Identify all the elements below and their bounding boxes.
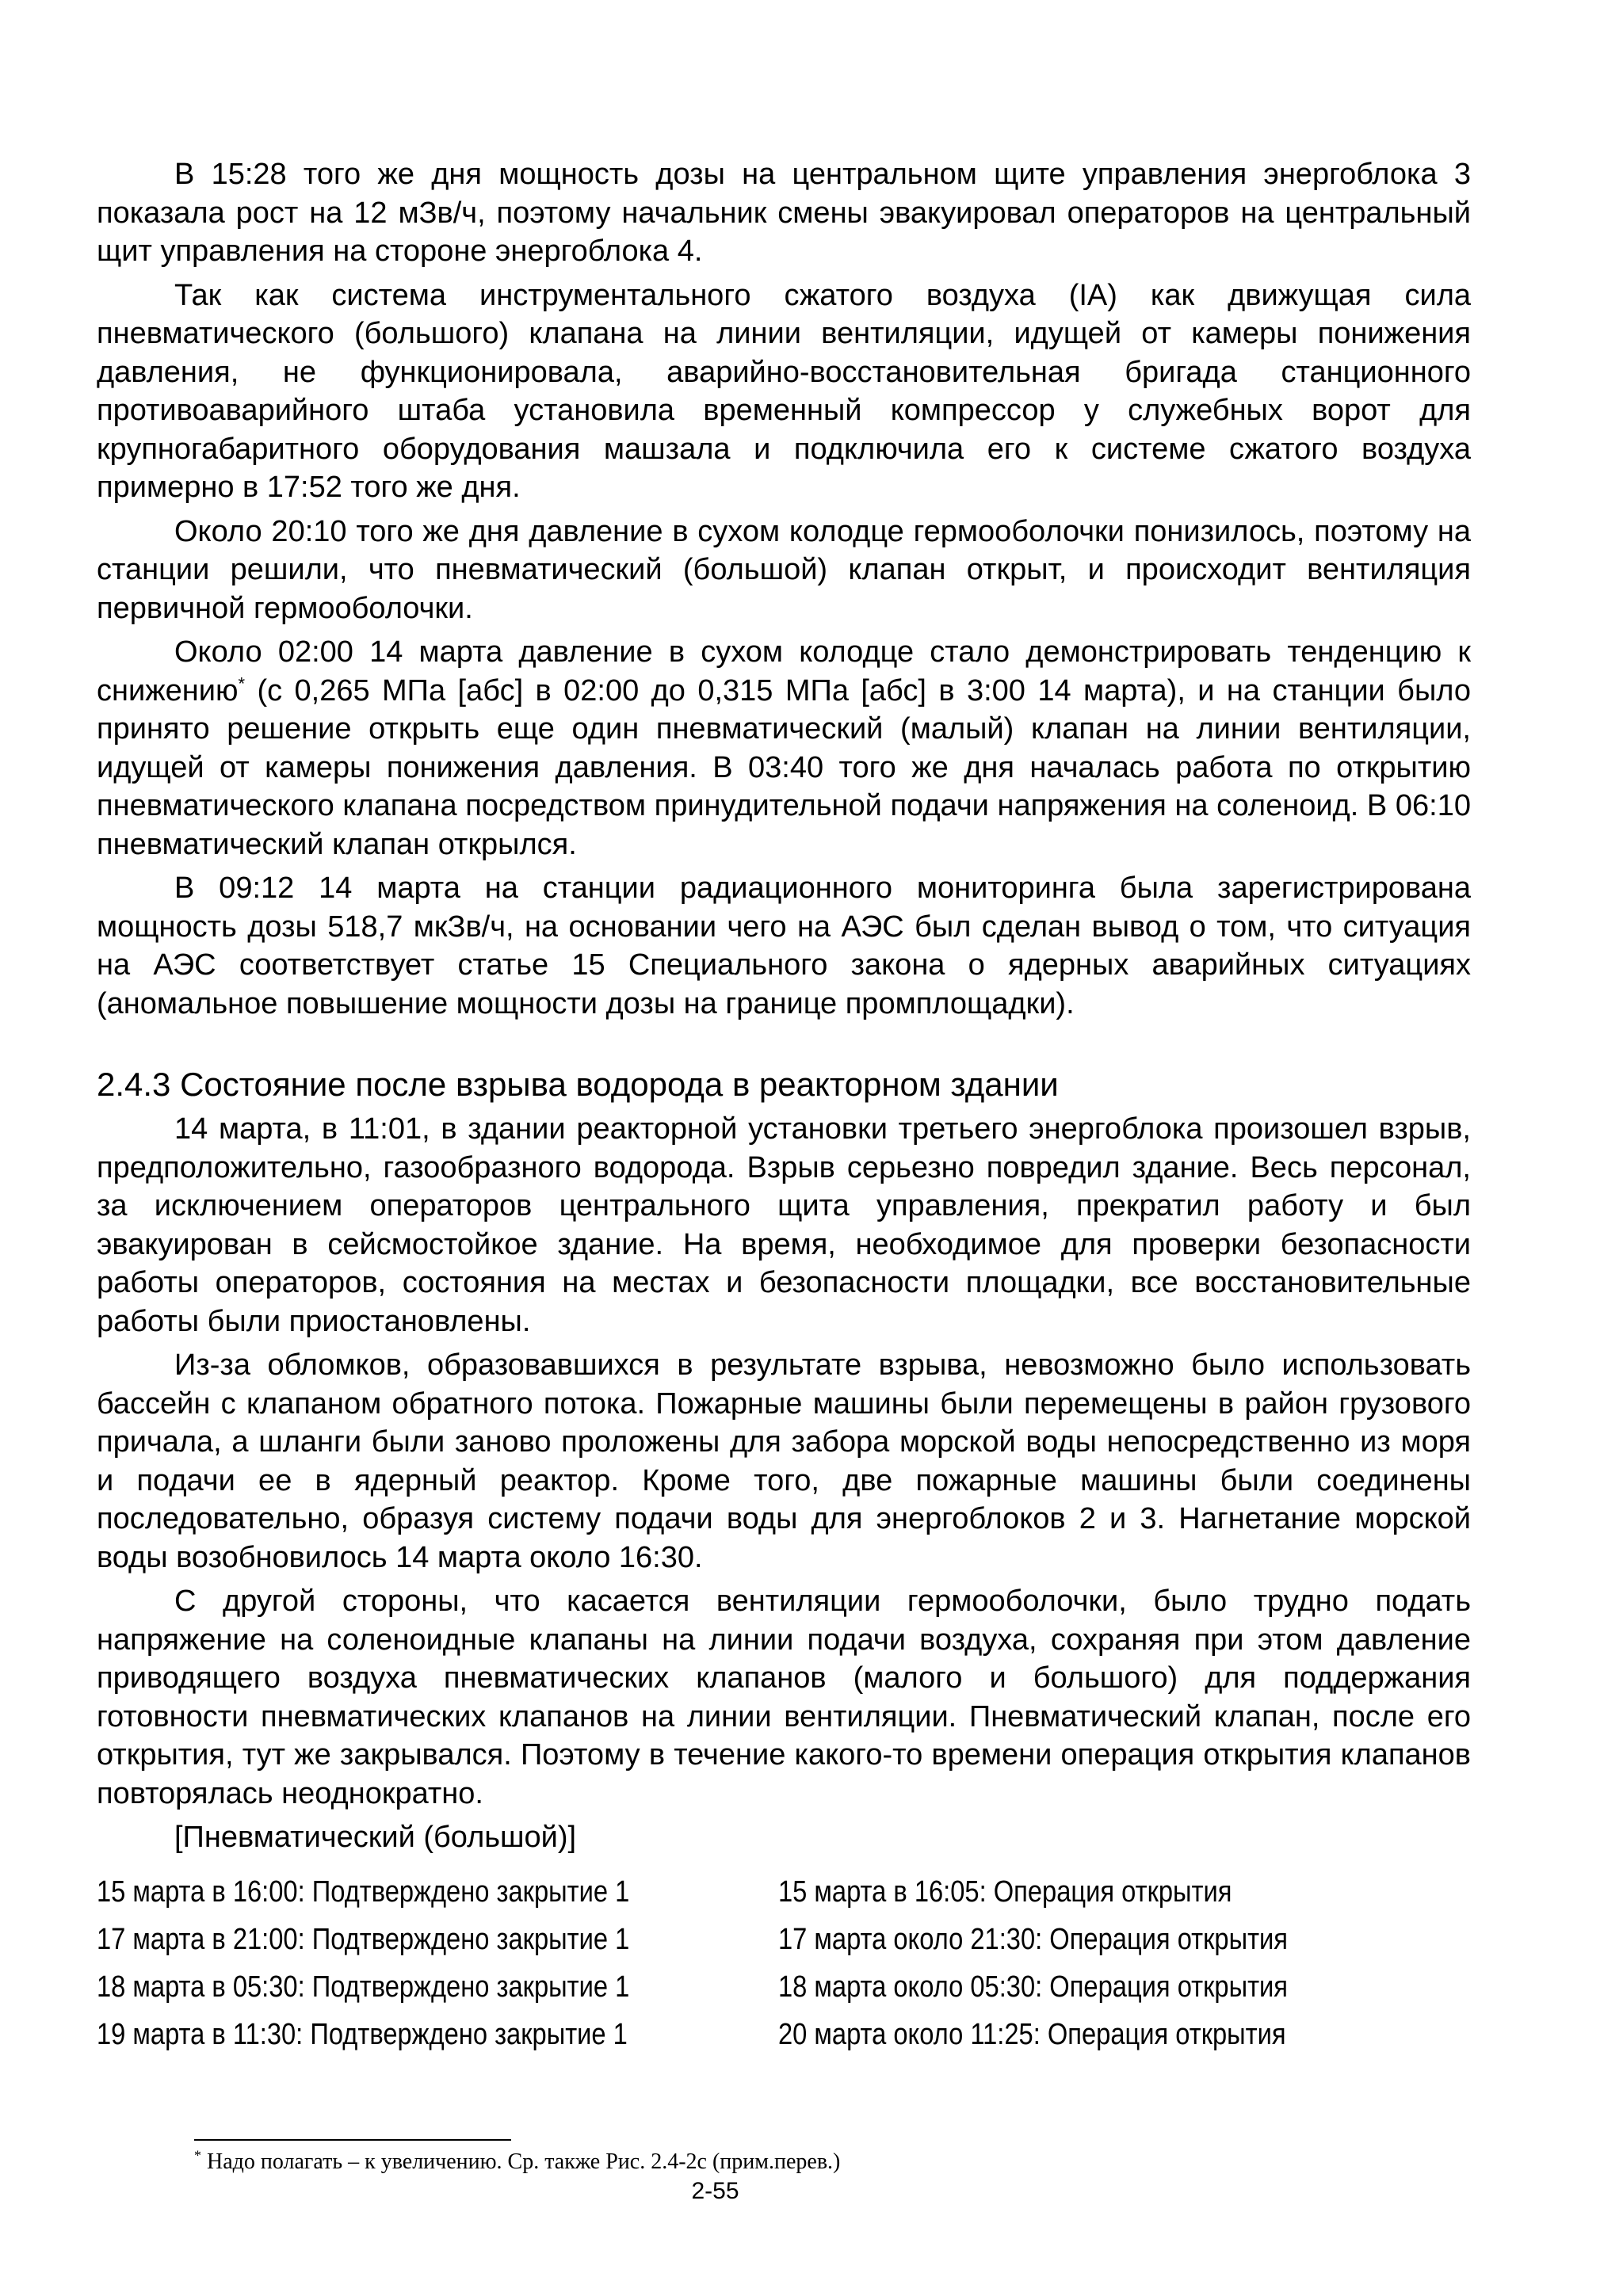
footnote (194, 2149, 840, 2176)
footnote-reference-marker: * (238, 673, 246, 693)
log-closure-entry: 17 марта в 21:00: Подтверждено закрытие 1 (97, 1922, 630, 1956)
document-body (97, 155, 1471, 2058)
valve-operation-log (97, 1868, 1471, 2058)
paragraph-compressor: Так как система инструментального сжатого воздуха (IA) как движущая сила пневматического (большого) клапана на линии вентиляции, идущей от камеры понижения давления, не функционировала, аварийно-восстановительная бригада станционного противоаварийного штаба установила временный компрессор у служебных ворот для крупногабаритного оборудования машзала и подключила его к системе сжатого воздуха примерно в 17:52 того же дня. (97, 278, 1471, 504)
log-closure-entry: 19 марта в 11:30: Подтверждено закрытие 1 (97, 2017, 628, 2051)
page-number: 2-55 (691, 2178, 739, 2204)
paragraph-explosion: 14 марта, в 11:01, в здании реакторной установки третьего энергоблока произошел взрыв, предположительно, газообразного водорода. Взрыв серьезно повредил здание. Весь персонал, за исключением операторов центрального щита управления, прекратил работу и был эвакуирован в сейсмостойкое здание. На время, необходимое для проверки безопасности работы операторов, состояния на местах и безопасности площадки, все восстановительные работы были приостановлены. (97, 1112, 1471, 1338)
log-opening-entry: 18 марта около 05:30: Операция открытия (778, 1970, 1289, 2004)
paragraph-small-valve (97, 633, 1471, 864)
paragraph-small-valve-text-before: Около 02:00 14 марта давление в сухом колодце стало демонстрировать тенденцию к снижению (97, 635, 1471, 707)
section-heading: 2.4.3 Состояние после взрыва водорода в реакторном здании (97, 1066, 1059, 1103)
log-closure-entry: 18 марта в 05:30: Подтверждено закрытие 1 (97, 1970, 630, 2004)
log-row (97, 1963, 1471, 2011)
paragraph-small-valve-text-after: (с 0,265 МПа [абс] в 02:00 до 0,315 МПа [абс] в 3:00 14 марта), и на станции было принято решение открыть еще один пневматический (малый) клапан на линии вентиляции, идущей от камеры понижения давления. В 03:40 того же дня началась работа по открытию пневматического клапана посредством принудительной подачи напряжения на соленоид. В 06:10 пневматический клапан открылся. (97, 673, 1471, 861)
paragraph-dose-rate: В 15:28 того же дня мощность дозы на центральном щите управления энергоблока 3 показала рост на 12 мЗв/ч, поэтому начальник смены эвакуировал операторов на центральный щит управления на стороне энергоблока 4. (97, 158, 1471, 268)
log-row (97, 1868, 1471, 1916)
paragraph-fire-trucks: Из-за обломков, образовавшихся в результате взрыва, невозможно было использовать бассейн с клапаном обратного потока. Пожарные машины были перемещены в район грузового причала, а шланги были заново проложены для забора морской воды непосредственно из моря и подачи ее в ядерный реактор. Кроме того, две пожарные машины были соединены последовательно, образуя систему подачи воды для энергоблоков 2 и 3. Нагнетание морской воды возобновилось 14 марта около 16:30. (97, 1348, 1471, 1574)
footnote-marker: * (194, 2147, 201, 2164)
footnote-text: Надо полагать – к увеличению. Ср. также Рис. 2.4-2c (прим.перев.) (201, 2149, 841, 2174)
log-row (97, 2011, 1471, 2058)
footnote-divider (194, 2139, 511, 2141)
log-opening-entry: 15 марта в 16:05: Операция открытия (778, 1875, 1232, 1909)
log-row (97, 1916, 1471, 1963)
log-closure-entry: 15 марта в 16:00: Подтверждено закрытие 1 (97, 1875, 630, 1909)
log-opening-entry: 20 марта около 11:25: Операция открытия (778, 2017, 1286, 2051)
valve-label: [Пневматический (большой)] (174, 1821, 577, 1854)
log-opening-entry: 17 марта около 21:30: Операция открытия (778, 1922, 1289, 1956)
paragraph-venting: С другой стороны, что касается вентиляции гермооболочки, было трудно подать напряжение на соленоидные клапаны на линии подачи воздуха, сохраняя при этом давление приводящего воздуха пневматических клапанов (малого и большого) для поддержания готовности пневматических клапанов на линии вентиляции. Пневматический клапан, после его открытия, тут же закрывался. Поэтому в течение какого-то времени операция открытия клапанов повторялась неоднократно. (97, 1585, 1471, 1810)
paragraph-drywell-pressure: Около 20:10 того же дня давление в сухом колодце гермооболочки понизилось, поэтому на станции решили, что пневматический (большой) клапан открыт, и происходит вентиляция первичной гермооболочки. (97, 514, 1471, 625)
paragraph-monitoring: В 09:12 14 марта на станции радиационного мониторинга была зарегистрирована мощность дозы 518,7 мкЗв/ч, на основании чего на АЭС был сделан вывод о том, что ситуация на АЭС соответствует статье 15 Специального закона о ядерных аварийных ситуациях (аномальное повышение мощности дозы на границе промплощадки). (97, 871, 1471, 1020)
